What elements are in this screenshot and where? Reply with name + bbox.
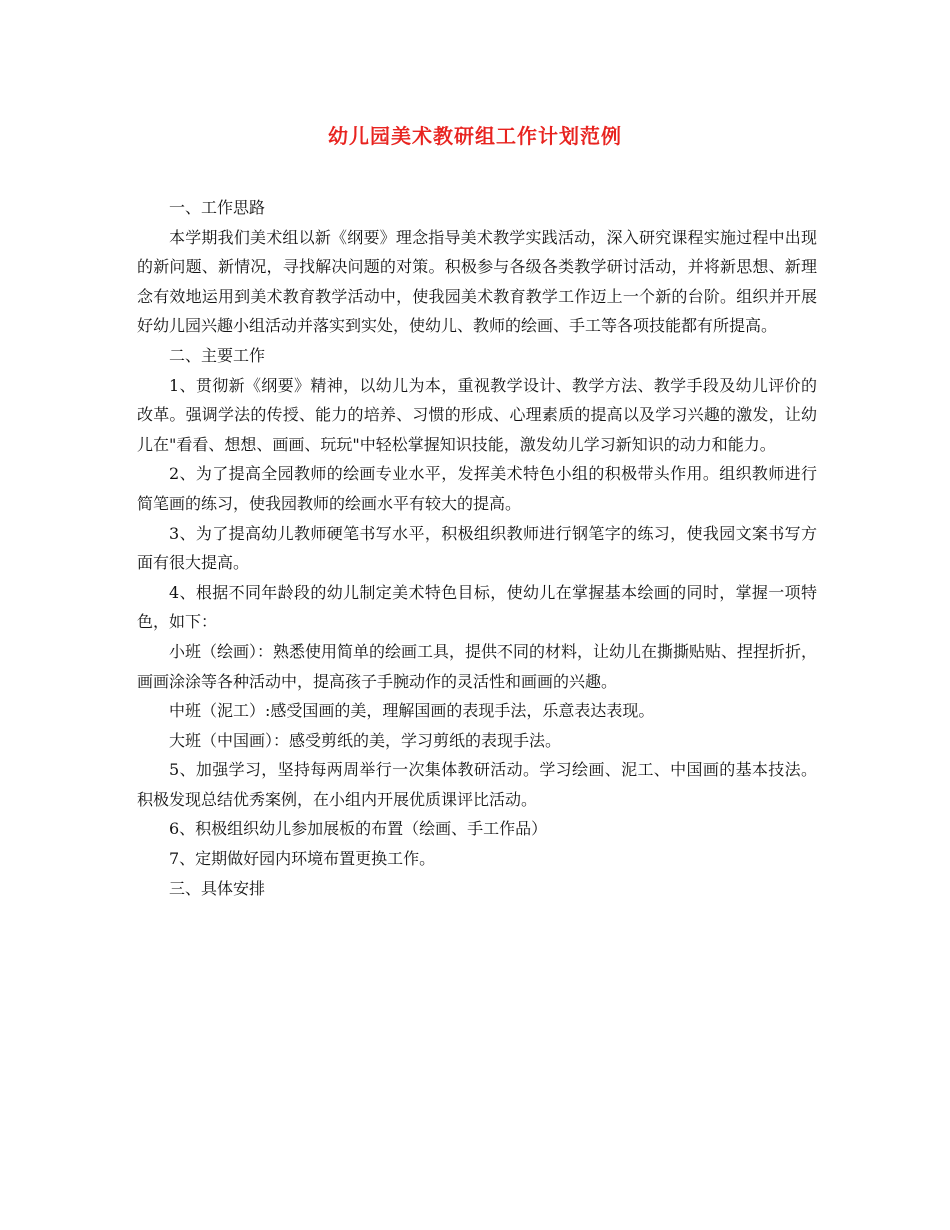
paragraph-item-1: 1、贯彻新《纲要》精神，以幼儿为本，重视教学设计、教学方法、教学手段及幼儿评价的改革。强调学法的传授、能力的培养、习惯的形成、心理素质的提高以及学习兴趣的激发，让幼儿在"看看、想想、画画、玩玩"中轻松掌握知识技能，激发幼儿学习新知识的动力和能力。 bbox=[137, 375, 817, 454]
document-body bbox=[137, 193, 817, 903]
paragraph-work-ideas: 本学期我们美术组以新《纲要》理念指导美术教学实践活动，深入研究课程实施过程中出现的新问题、新情况，寻找解决问题的对策。积极参与各级各类教学研讨活动，并将新思想、新理念有效地运用到美术教育教学活动中，使我园美术教育教学工作迈上一个新的台阶。组织并开展好幼儿园兴趣小组活动并落实到实处，使幼儿、教师的绘画、手工等各项技能都有所提高。 bbox=[137, 227, 817, 336]
section-heading-specific-arrangements: 三、具体安排 bbox=[169, 878, 266, 898]
paragraph-item-4: 4、根据不同年龄段的幼儿制定美术特色目标，使幼儿在掌握基本绘画的同时，掌握一项特色，如下： bbox=[137, 582, 817, 632]
section-heading-work-ideas: 一、工作思路 bbox=[169, 198, 266, 217]
paragraph-middle-class: 中班（泥工）:感受国画的美，理解国画的表现手法，乐意表达表现。 bbox=[169, 701, 655, 721]
paragraph-item-7: 7、定期做好园内环境布置更换工作。 bbox=[169, 849, 436, 869]
paragraph-large-class: 大班（中国画）：感受剪纸的美，学习剪纸的表现手法。 bbox=[169, 730, 562, 750]
section-heading-main-work: 二、主要工作 bbox=[169, 345, 266, 365]
document-title: 幼儿园美术教研组工作计划范例 bbox=[328, 124, 622, 148]
paragraph-item-5: 5、加强学习，坚持每两周举行一次集体教研活动。学习绘画、泥工、中国画的基本技法。积极发现总结优秀案例，在小组内开展优质课评比活动。 bbox=[137, 760, 817, 809]
paragraph-item-2: 2、为了提高全园教师的绘画专业水平，发挥美术特色小组的积极带头作用。组织教师进行简笔画的练习，使我园教师的绘画水平有较大的提高。 bbox=[137, 464, 817, 513]
paragraph-small-class: 小班（绘画）：熟悉使用简单的绘画工具，提供不同的材料，让幼儿在撕撕贴贴、捏捏折折，画画涂涂等各种活动中，提高孩子手腕动作的灵活性和画画的兴趣。 bbox=[137, 641, 818, 691]
paragraph-item-3: 3、为了提高幼儿教师硬笔书写水平，积极组织教师进行钢笔字的练习，使我园文案书写方面有很大提高。 bbox=[137, 523, 817, 573]
paragraph-item-6: 6、积极组织幼儿参加展板的布置（绘画、手工作品） bbox=[169, 819, 548, 839]
